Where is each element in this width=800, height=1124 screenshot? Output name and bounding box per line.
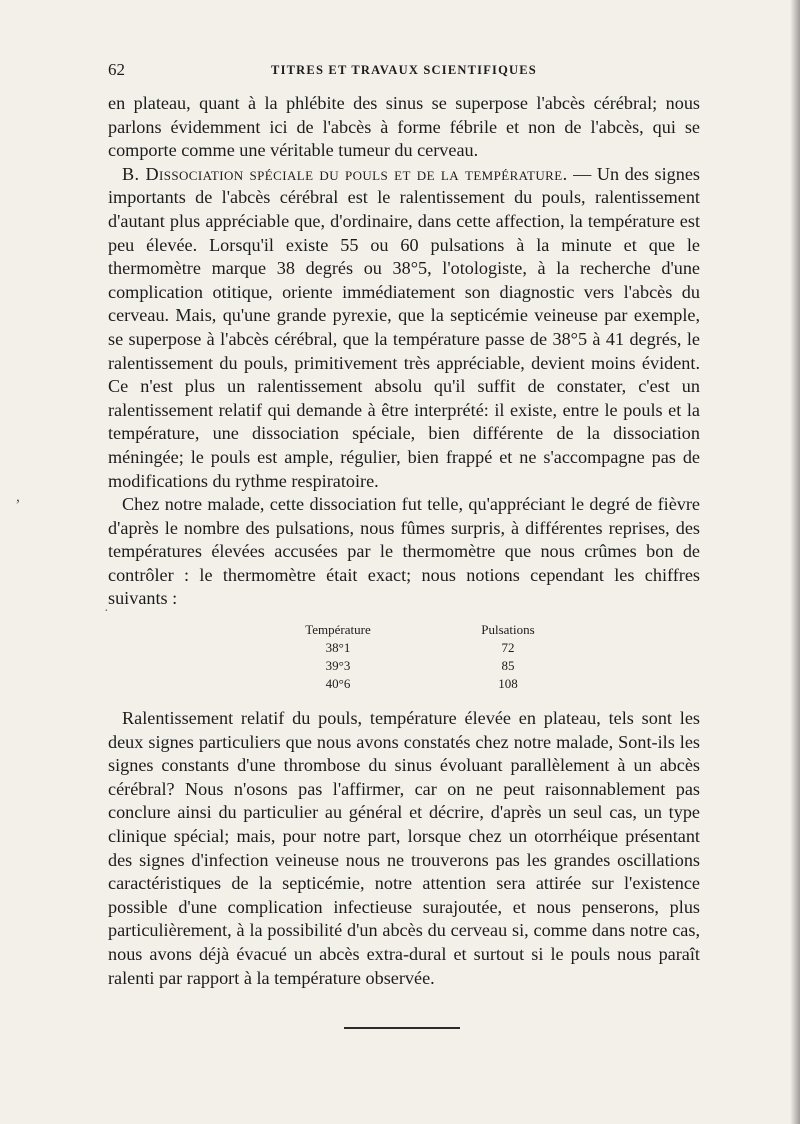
table-cell-temperature: 38°1: [325, 640, 351, 656]
page-header: [108, 60, 700, 82]
page-number: 62: [108, 60, 125, 79]
section-b-text: — Un des signes importants de l'abcès cérébral est le ralentissement du pouls, ralentissement d'autant plus appréciable que, d'ordinaire, dans cette affection, la température est peu élevée. Lorsqu'il existe 55 ou 60 pulsations à la minute et que le thermomètre marque 38 degrés ou 38°5, l'otologiste, à la recherche d'une complication otitique, oriente immédiatement son diagnostic vers l'abcès du cerveau. Mais, qu'une grande pyrexie, que la septicémie veineuse par exemple, se superpose à l'abcès cérébral, que la température passe de 38°5 à 41 degrés, le ralentissement du pouls, primitivement très appréciable, devient moins évident. Ce n'est plus un ralentissement absolu qu'il suffit de constater, c'est un ralentissement relatif qui demande à être interprété: il existe, entre le pouls et la température, une dissociation spéciale, bien différente de la dissociation méningée; le pouls est ample, régulier, bien frappé et ne s'accompagne pas de modifications du rythme respiratoire.: [108, 163, 700, 491]
page-edge-shadow: [790, 0, 800, 1124]
table-row: [108, 657, 700, 675]
table-row: [108, 639, 700, 657]
table-cell-pulsations: 108: [498, 676, 518, 692]
table-row: [108, 675, 700, 693]
margin-tick-mark: ,: [16, 488, 20, 505]
table-header-temperature: Température: [305, 622, 371, 638]
table-cell-pulsations: 72: [501, 640, 515, 656]
table-cell-temperature: 39°3: [325, 658, 351, 674]
paragraph-conclusion: Ralentissement relatif du pouls, température élevée en plateau, tels sont les deux signes particuliers que nous avons constatés chez notre malade, Sont-ils les signes constants d'une thrombose du sinus évoluant parallèlement à un abcès cérébral? Nous n'osons pas l'affirmer, car on ne peut raisonnablement pas conclure ainsi du particulier au général et décrire, d'après un seul cas, un type clinique spécial; mais, pour notre part, lorsque chez un otorrhéique présentant des signes d'infection veineuse nous ne trouverons pas les grandes oscillations caractéristiques de la septicémie, notre attention sera attirée sur l'existence possible d'une complication infectieuse surajoutée, et nous penserons, plus particulièrement, à la possibilité d'un abcès du cerveau si, comme dans notre cas, nous avons déjà évacué un abcès extra-dural et surtout si le pouls nous paraît ralenti par rapport à la température observée.: [108, 708, 700, 988]
table-header-row: [108, 621, 700, 639]
section-heading: B. Dissociation spéciale du pouls et de la température.: [122, 163, 568, 184]
table-cell-temperature: 40°6: [325, 676, 351, 692]
paragraph-section-b: [108, 163, 700, 493]
paragraph-continuation: en plateau, quant à la phlébite des sinus se superpose l'abcès cérébral; nous parlons évidemment ici de l'abcès à forme fébrile et non de l'abcès, qui se comporte comme une véritable tumeur du cerveau.: [108, 93, 700, 161]
paragraph-observation: Chez notre malade, cette dissociation fut telle, qu'appréciant le degré de fièvre d'après le nombre des pulsations, nous fûmes surpris, à différentes reprises, des températures élevées accusées par le thermomètre que nous crûmes bon de contrôler : le thermomètre était exact; nous notions cependant les chiffres suivants :: [108, 494, 700, 609]
table-cell-pulsations: 85: [501, 658, 515, 674]
table-header-pulsations: Pulsations: [481, 622, 535, 638]
running-title: TITRES ET TRAVAUX SCIENTIFIQUES: [271, 63, 537, 77]
page-body: [108, 92, 700, 990]
end-rule: [344, 1027, 460, 1029]
margin-dot-mark: ·: [104, 604, 109, 619]
temperature-pulse-table: [108, 621, 700, 693]
